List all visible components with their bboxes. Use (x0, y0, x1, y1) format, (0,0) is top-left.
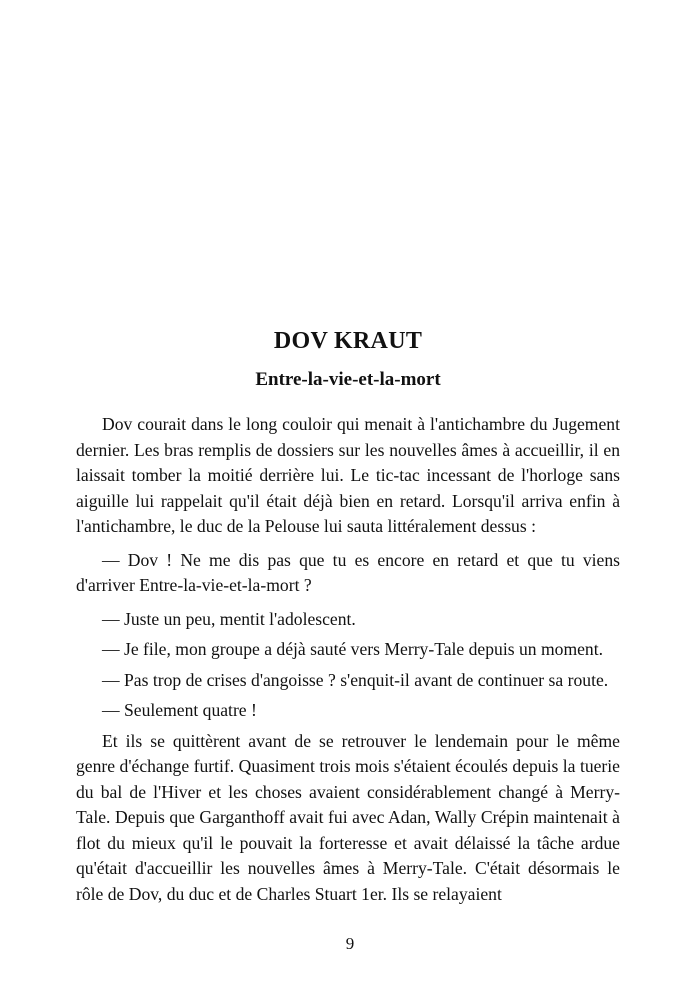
dialogue-line: — Juste un peu, mentit l'adolescent. (102, 608, 356, 629)
chapter-title: DOV KRAUT (273, 328, 423, 354)
page-body (76, 326, 620, 915)
paragraph-narration: Et ils se quittèrent avant de se retrouver le lendemain pour le même genre d'échange furtif. Quasiment trois mois s'étaient écoulés depuis la tuerie du bal de l'Hiver et les choses avaient considérablement changé à Merry-Tale. Depuis que Garganthoff avait fui avec Adan, Wally Crépin maintenait à flot du mieux qu'il le pouvait la forteresse et avait délaissé la tâche ardue qu'était d'accueillir les nouvelles âmes à Merry-Tale. C'était désormais le rôle de Dov, du duc et de Charles Stuart 1er. Ils se relayaient (76, 730, 620, 904)
dialogue-line: — Je file, mon groupe a déjà sauté vers Merry-Tale depuis un moment. (102, 639, 604, 659)
page-number: 9 (345, 934, 355, 953)
dialogue-line: — Seulement quatre ! (102, 700, 257, 720)
dialogue-line: — Pas trop de crises d'angoisse ? s'enquit-il avant de continuer sa route. (102, 669, 609, 690)
dialogue-line: — Dov ! Ne me dis pas que tu es encore en retard et que tu viens d'arriver Entre-la-vie-et-la-mort ? (76, 549, 620, 595)
body-text (76, 412, 620, 907)
paragraph-opening: Dov courait dans le long couloir qui menait à l'antichambre du Jugement dernier. Les bras remplis de dossiers sur les nouvelles âmes à accueillir, il en laissait tomber la moitié derrière lui. Le tic-tac incessant de l'horloge sans aiguille lui rappelait qu'il était déjà bien en retard. Lorsqu'il arriva enfin à l'antichambre, le duc de la Pelouse lui sauta littéralement dessus : (76, 414, 620, 536)
chapter-subtitle: Entre-la-vie-et-la-mort (255, 369, 441, 390)
